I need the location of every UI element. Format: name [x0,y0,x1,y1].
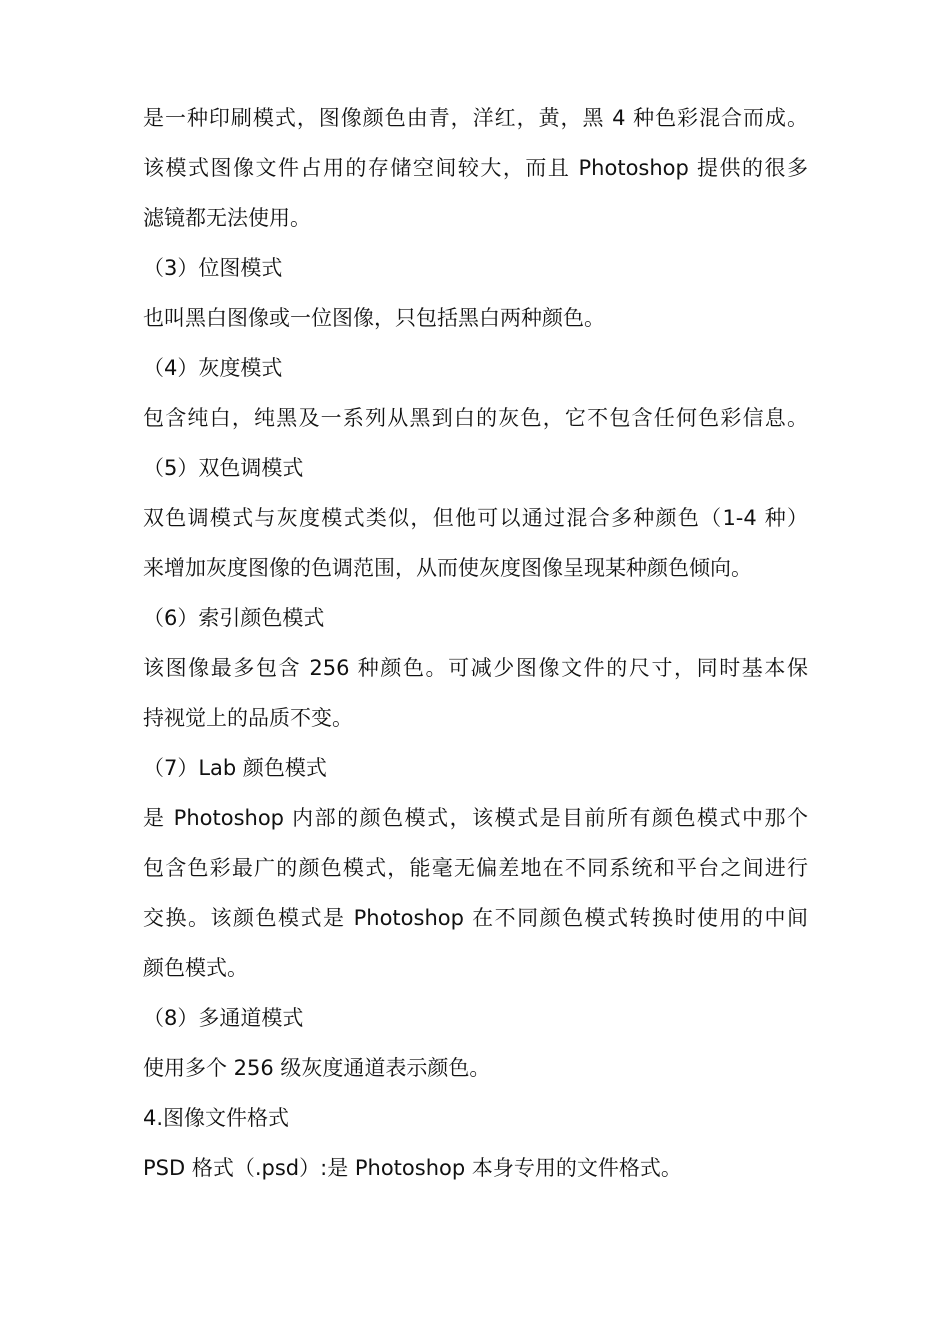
paragraph-line: 交换。该颜色模式是 Photoshop 在不同颜色模式转换时使用的中间 [143,906,808,930]
paragraph-line: 也叫黑白图像或一位图像，只包括黑白两种颜色。 [143,306,605,330]
paragraph-line: 该图像最多包含 256 种颜色。可减少图像文件的尺寸，同时基本保 [143,656,808,680]
paragraph-line: 持视觉上的品质不变。 [143,706,353,730]
section-heading: （8）多通道模式 [143,1006,304,1030]
paragraph-line: 包含纯白，纯黑及一系列从黑到白的灰色，它不包含任何色彩信息。 [143,406,808,430]
paragraph-line: PSD 格式（.psd）:是 Photoshop 本身专用的文件格式。 [143,1156,682,1180]
paragraph-line: 是 Photoshop 内部的颜色模式，该模式是目前所有颜色模式中那个 [143,806,808,830]
paragraph-line: 使用多个 256 级灰度通道表示颜色。 [143,1056,491,1080]
section-heading: 4.图像文件格式 [143,1106,290,1130]
paragraph-line: 是一种印刷模式，图像颜色由青，洋红，黄，黑 4 种色彩混合而成。 [143,106,808,130]
paragraph-line: 来增加灰度图像的色调范围，从而使灰度图像呈现某种颜色倾向。 [143,556,752,580]
section-heading: （6）索引颜色模式 [143,606,325,630]
document-body [143,93,808,1193]
paragraph-line: 包含色彩最广的颜色模式，能毫无偏差地在不同系统和平台之间进行 [143,856,808,880]
section-heading: （5）双色调模式 [143,456,304,480]
paragraph-line: 颜色模式。 [143,956,248,980]
paragraph-line: 双色调模式与灰度模式类似，但他可以通过混合多种颜色（1-4 种） [143,506,808,530]
section-heading: （7）Lab 颜色模式 [143,756,327,780]
section-heading: （3）位图模式 [143,256,283,280]
section-heading: （4）灰度模式 [143,356,283,380]
paragraph-line: 滤镜都无法使用。 [143,206,311,230]
paragraph-line: 该模式图像文件占用的存储空间较大，而且 Photoshop 提供的很多 [143,156,808,180]
